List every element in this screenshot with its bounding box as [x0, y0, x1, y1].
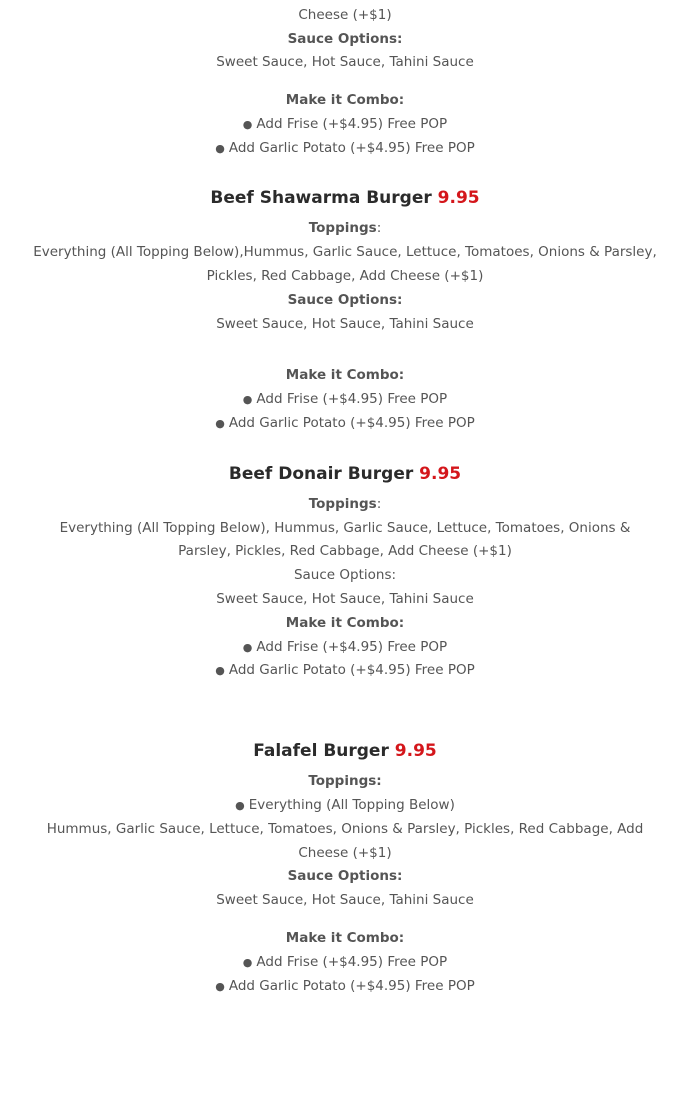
bullet-icon	[243, 391, 257, 407]
toppings-heading: Toppings:	[308, 773, 382, 789]
section-heading: Sauce Options:	[287, 31, 403, 47]
list-item: ● Add Frise (+$4.95) Free POP	[0, 952, 690, 973]
menu-text: Everything (All Topping Below),Hummus, Garlic Sauce, Lettuce, Tomatoes, Onions & Parsley,	[33, 244, 657, 260]
bullet-icon	[235, 797, 249, 813]
item-price: 9.95	[437, 188, 480, 208]
item-name: Beef Donair Burger	[228, 464, 414, 484]
menu-text: Everything (All Topping Below), Hummus, Garlic Sauce, Lettuce, Tomatoes, Onions &	[59, 520, 631, 536]
section-heading: Make it Combo:	[285, 930, 405, 946]
section-heading: Make it Combo:	[285, 615, 405, 631]
bullet-icon	[243, 116, 257, 132]
bullet-icon	[243, 954, 257, 970]
item-price: 9.95	[419, 464, 462, 484]
list-item: ● Everything (All Topping Below)	[0, 795, 690, 816]
section-heading: Sauce Options:	[287, 868, 403, 884]
bullet-icon	[215, 978, 229, 994]
item-title	[0, 739, 690, 763]
bullet-icon	[215, 662, 229, 678]
menu-text: Cheese (+$1)	[298, 845, 392, 861]
list-item: ● Add Frise (+$4.95) Free POP	[0, 637, 690, 658]
list-item: ● Add Frise (+$4.95) Free POP	[0, 389, 690, 410]
list-item: ● Add Garlic Potato (+$4.95) Free POP	[0, 976, 690, 997]
list-item: ● Add Garlic Potato (+$4.95) Free POP	[0, 413, 690, 434]
menu-text: Sweet Sauce, Hot Sauce, Tahini Sauce	[216, 892, 474, 908]
item-title	[0, 462, 690, 486]
item-price: 9.95	[394, 741, 437, 761]
menu-text: Parsley, Pickles, Red Cabbage, Add Cheese (+$1)	[178, 543, 512, 559]
toppings-heading: Toppings:	[308, 220, 382, 236]
menu-text: Hummus, Garlic Sauce, Lettuce, Tomatoes, Onions & Parsley, Pickles, Red Cabbage, Add	[46, 821, 644, 837]
bullet-icon	[215, 415, 229, 431]
item-name: Falafel Burger	[253, 741, 389, 761]
menu-text: Sweet Sauce, Hot Sauce, Tahini Sauce	[216, 591, 474, 607]
section-heading: Sauce Options:	[287, 292, 403, 308]
bullet-icon	[215, 140, 229, 156]
list-item: ● Add Garlic Potato (+$4.95) Free POP	[0, 138, 690, 159]
toppings-heading: Toppings:	[308, 496, 382, 512]
item-title	[0, 186, 690, 210]
list-item: ● Add Frise (+$4.95) Free POP	[0, 114, 690, 135]
section-heading: Make it Combo:	[285, 367, 405, 383]
item-name: Beef Shawarma Burger	[210, 188, 432, 208]
menu-text: Sweet Sauce, Hot Sauce, Tahini Sauce	[216, 316, 474, 332]
menu-text: Pickles, Red Cabbage, Add Cheese (+$1)	[206, 268, 484, 284]
section-heading: Make it Combo:	[285, 92, 405, 108]
menu-text: Cheese (+$1)	[298, 7, 392, 23]
bullet-icon	[243, 639, 257, 655]
section-heading: Sauce Options:	[293, 567, 397, 583]
list-item: ● Add Garlic Potato (+$4.95) Free POP	[0, 660, 690, 681]
menu-text: Sweet Sauce, Hot Sauce, Tahini Sauce	[216, 54, 474, 70]
